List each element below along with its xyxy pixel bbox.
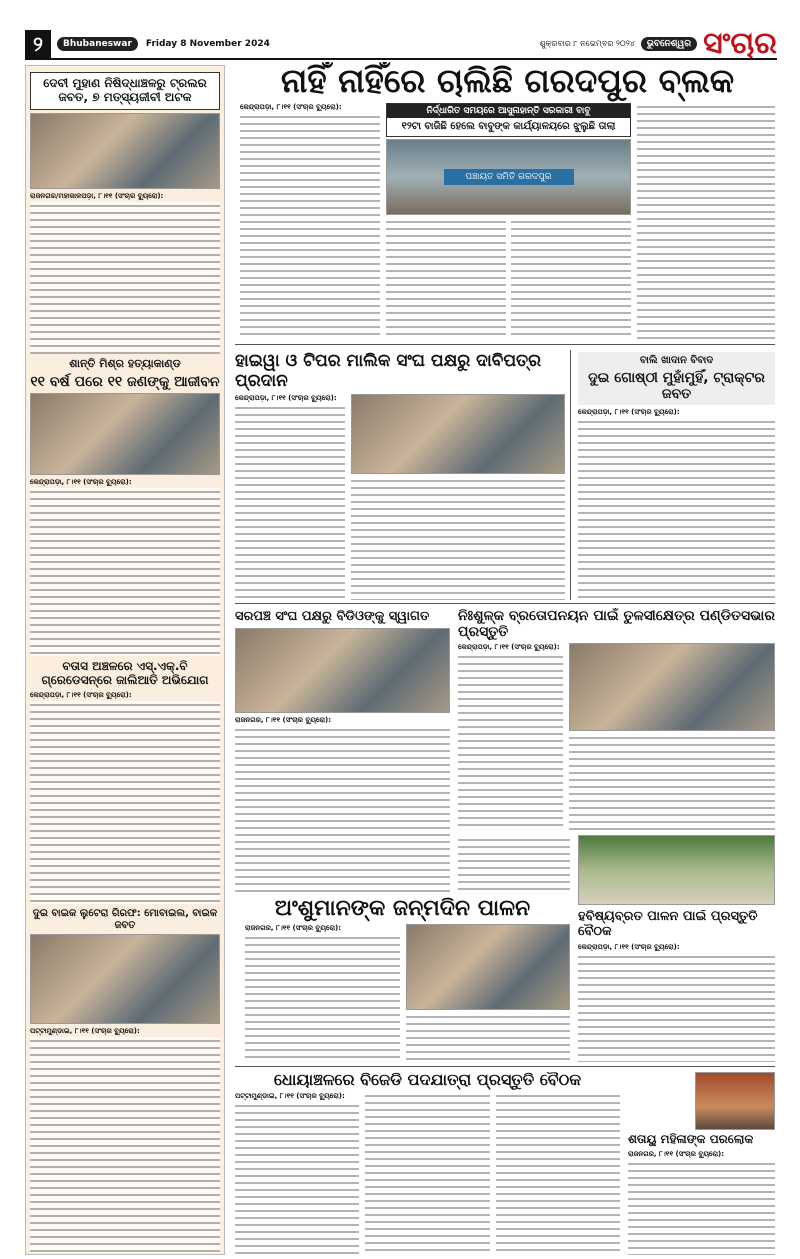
odia-city-badge: ଭୁବନେଶ୍ୱର <box>641 37 697 51</box>
body-text <box>235 404 345 600</box>
page-number: ୨ <box>25 30 51 58</box>
headline: ୧୧ ବର୍ଷ ପରେ ୧୧ ଜଣଙ୍କୁ ଆଜୀବନ <box>30 373 220 390</box>
body-text <box>628 1160 775 1255</box>
dateline: କେନ୍ଦ୍ରାପଡ଼ା, ୮।୧୧ (ସଂଚାର ବ୍ୟୁରୋ): <box>235 394 337 403</box>
dateline: ରାଜନଗର, ୮।୧୧ (ସଂଚାର ବ୍ୟୁରୋ): <box>235 715 332 724</box>
body-text <box>30 701 220 904</box>
body-text <box>235 1102 359 1255</box>
dateline: କେନ୍ଦ୍ରାପଡ଼ା, ୮।୧୧ (ସଂଚାର ବ୍ୟୁରୋ): <box>30 477 132 486</box>
dateline: ପଟ୍ଟାମୁଣ୍ଡାଇ, ୮।୧୧ (ସଂଚାର ବ୍ୟୁରୋ): <box>30 1027 140 1035</box>
divider <box>235 1066 775 1067</box>
headline: ସରପଞ୍ଚ ସଂଘ ପକ୍ଷରୁ ବିଡିଓଙ୍କୁ ସ୍ୱାଗତ <box>235 610 430 624</box>
headline: ନିଃଶୁଳ୍କ ବ୍ରତୋପନୟନ ପାଇଁ ତୁଳସୀକ୍ଷେତ୍ର ପଣ୍ଡିତସଭାର ପ୍ରସ୍ତୁତି <box>458 608 775 641</box>
story-sarapanch <box>235 610 450 892</box>
story-haiwa <box>235 352 565 600</box>
subheadline: ନିର୍ଦ୍ଧାରିତ ସମୟରେ ଆସୁନାହାନ୍ତି ସରକାରୀ ବାବୁ <box>387 104 630 118</box>
left-story-looters <box>30 908 220 1253</box>
kicker: ଶାନ୍ତି ମିଶ୍ର ହତ୍ୟାକାଣ୍ଡ <box>69 358 181 370</box>
story-photo <box>235 628 450 713</box>
subheadline: ୧୨ଟା ବାଜିଛି ହେଲେ ବାବୁଙ୍କ କାର୍ଯ୍ୟାଳୟରେ ଝୁଲୁଛି ତାଲା <box>401 121 616 133</box>
headline: ଅଂଶୁମାନଙ୍କ ଜନ୍ମଦିନ ପାଳନ <box>274 896 531 921</box>
story-satayu <box>628 1072 775 1255</box>
body-text <box>637 103 775 340</box>
headline: ଦୁଇ ବାଇକ ଲୁଟେରା ଗିରଫ: ମୋବାଇଲ, ବାଇକ ଜବତ <box>32 908 218 931</box>
body-text <box>569 734 775 830</box>
headline: ବତାସ ଅଞ୍ଚଳରେ ଏସ୍.ଏକ୍.ବି ଗ୍ରେଡେସନ୍‌ରେ ଜାଲିଆତି ଅଭିଯୋଗ <box>41 660 209 687</box>
dateline: କେନ୍ଦ୍ରାପଡ଼ା, ୮।୧୧ (ସଂଚାର ବ୍ୟୁରୋ): <box>458 643 560 652</box>
story-anshuman <box>235 896 570 1062</box>
dateline: ରାଜନଗର, ୮।୧୧ (ସଂଚାର ବ୍ୟୁରୋ): <box>245 924 342 933</box>
body-text <box>30 202 220 354</box>
body-text <box>578 953 775 1062</box>
odia-date: ଶୁକ୍ରବାର ୮ ନଭେମ୍ବର ୨୦୨୪ <box>539 39 635 48</box>
divider <box>235 344 775 345</box>
body-text <box>406 1013 570 1062</box>
body-text <box>30 488 220 656</box>
body-text <box>386 218 506 340</box>
left-story-fraud <box>30 660 220 904</box>
story-photo <box>578 835 775 905</box>
dateline: ପଟ୍ଟାମୁଣ୍ଡାଇ, ୮।୧୧ (ସଂଚାର ବ୍ୟୁରୋ): <box>235 1092 345 1101</box>
main-headline: ନାହିଁ ନାହିଁରେ ଚାଲିଛି ଗରଦପୁର ବ୍ଲକ <box>280 62 735 100</box>
divider <box>235 603 775 604</box>
main-story <box>240 62 775 340</box>
city-badge: Bhubaneswar <box>57 37 138 51</box>
date: Friday 8 November 2024 <box>145 39 270 49</box>
divider <box>570 350 571 600</box>
body-text <box>511 218 631 340</box>
story-nisulka <box>458 608 775 830</box>
story-bali <box>578 352 775 600</box>
kicker: ବାଲି ଖାଦାନ ବିବାଦ <box>639 355 714 366</box>
dateline: କେନ୍ଦ୍ରାପଡ଼ା, ୮।୧୧ (ସଂଚାର ବ୍ୟୁରୋ): <box>30 690 132 699</box>
dateline: କେନ୍ଦ୍ରାପଡ଼ା, ୮।୧୧ (ସଂଚାର ବ୍ୟୁରୋ): <box>578 942 680 951</box>
story-photo <box>30 113 220 189</box>
office-sign: ପଞ୍ଚାୟତ ସମିତି ଗରଦପୁର <box>444 169 574 185</box>
dateline: ରାଜନଗର/ମହାକାଳପଡ଼ା, ୮।୧୧ (ସଂଚାର ବ୍ୟୁରୋ): <box>30 191 164 200</box>
body-text <box>365 1092 489 1255</box>
body-text <box>578 418 775 600</box>
main-photo <box>386 139 631 215</box>
headline: ଦୁଇ ଗୋଷ୍ଠୀ ମୁହାଁମୁହିଁ, ଟ୍ରାକ୍ଟର ଜବତ <box>588 369 765 402</box>
story-photo <box>30 934 220 1024</box>
headline: ହାଇୱା ଓ ଟିପର ମାଲିକ ସଂଘ ପକ୍ଷରୁ ଦାବିପତ୍ର ପ୍ରଦାନ <box>235 352 542 391</box>
body-text <box>30 1037 220 1253</box>
left-story-murder <box>30 358 220 656</box>
body-text <box>458 653 563 830</box>
body-text <box>245 934 400 1062</box>
left-story-trawler <box>30 72 220 354</box>
headline: ଶତାୟୁ ମହିଳାଙ୍କ ପରଲୋକ <box>628 1132 754 1146</box>
story-habisya <box>578 910 775 1062</box>
body-text <box>235 726 450 892</box>
story-photo <box>30 393 220 475</box>
body-text <box>351 477 565 600</box>
story-photo <box>406 924 570 1010</box>
headline: ଦେବୀ ମୁହାଣ ନିଷିଦ୍ଧାଞ୍ଚଳରୁ ଟ୍ରଲର ଜବତ, ୭ ମତ୍ସ୍ୟଜୀବୀ ଅଟକ <box>30 72 220 110</box>
body-text <box>496 1092 620 1255</box>
subheadline-box <box>386 103 631 137</box>
masthead <box>25 26 777 61</box>
headline: ହବିଷ୍ୟବ୍ରତ ପାଳନ ପାଇଁ ପ୍ରସ୍ତୁତି ବୈଠକ <box>578 910 758 939</box>
story-photo <box>351 394 565 474</box>
headline: ଧୋୟାଞ୍ଚଳରେ ବିଜେଡି ପଦଯାତ୍ରା ପ୍ରସ୍ତୁତି ବୈଠକ <box>273 1071 582 1089</box>
dateline: କେନ୍ଦ୍ରାପଡ଼ା, ୮।୧୧ (ସଂଚାର ବ୍ୟୁରୋ): <box>578 407 680 416</box>
dateline: କେନ୍ଦ୍ରାପଡ଼ା, ୮।୧୧ (ସଂଚାର ବ୍ୟୁରୋ): <box>240 102 342 111</box>
newspaper-logo: ସଂଚାର <box>703 26 777 61</box>
story-photo <box>695 1072 775 1130</box>
story-header-box <box>578 352 775 405</box>
body-text <box>458 836 570 894</box>
story-dhoya <box>235 1071 620 1255</box>
dateline: ରାଜନଗର, ୮।୧୧ (ସଂଚାର ବ୍ୟୁରୋ): <box>628 1149 725 1158</box>
body-text <box>240 113 380 340</box>
story-photo <box>569 643 775 731</box>
